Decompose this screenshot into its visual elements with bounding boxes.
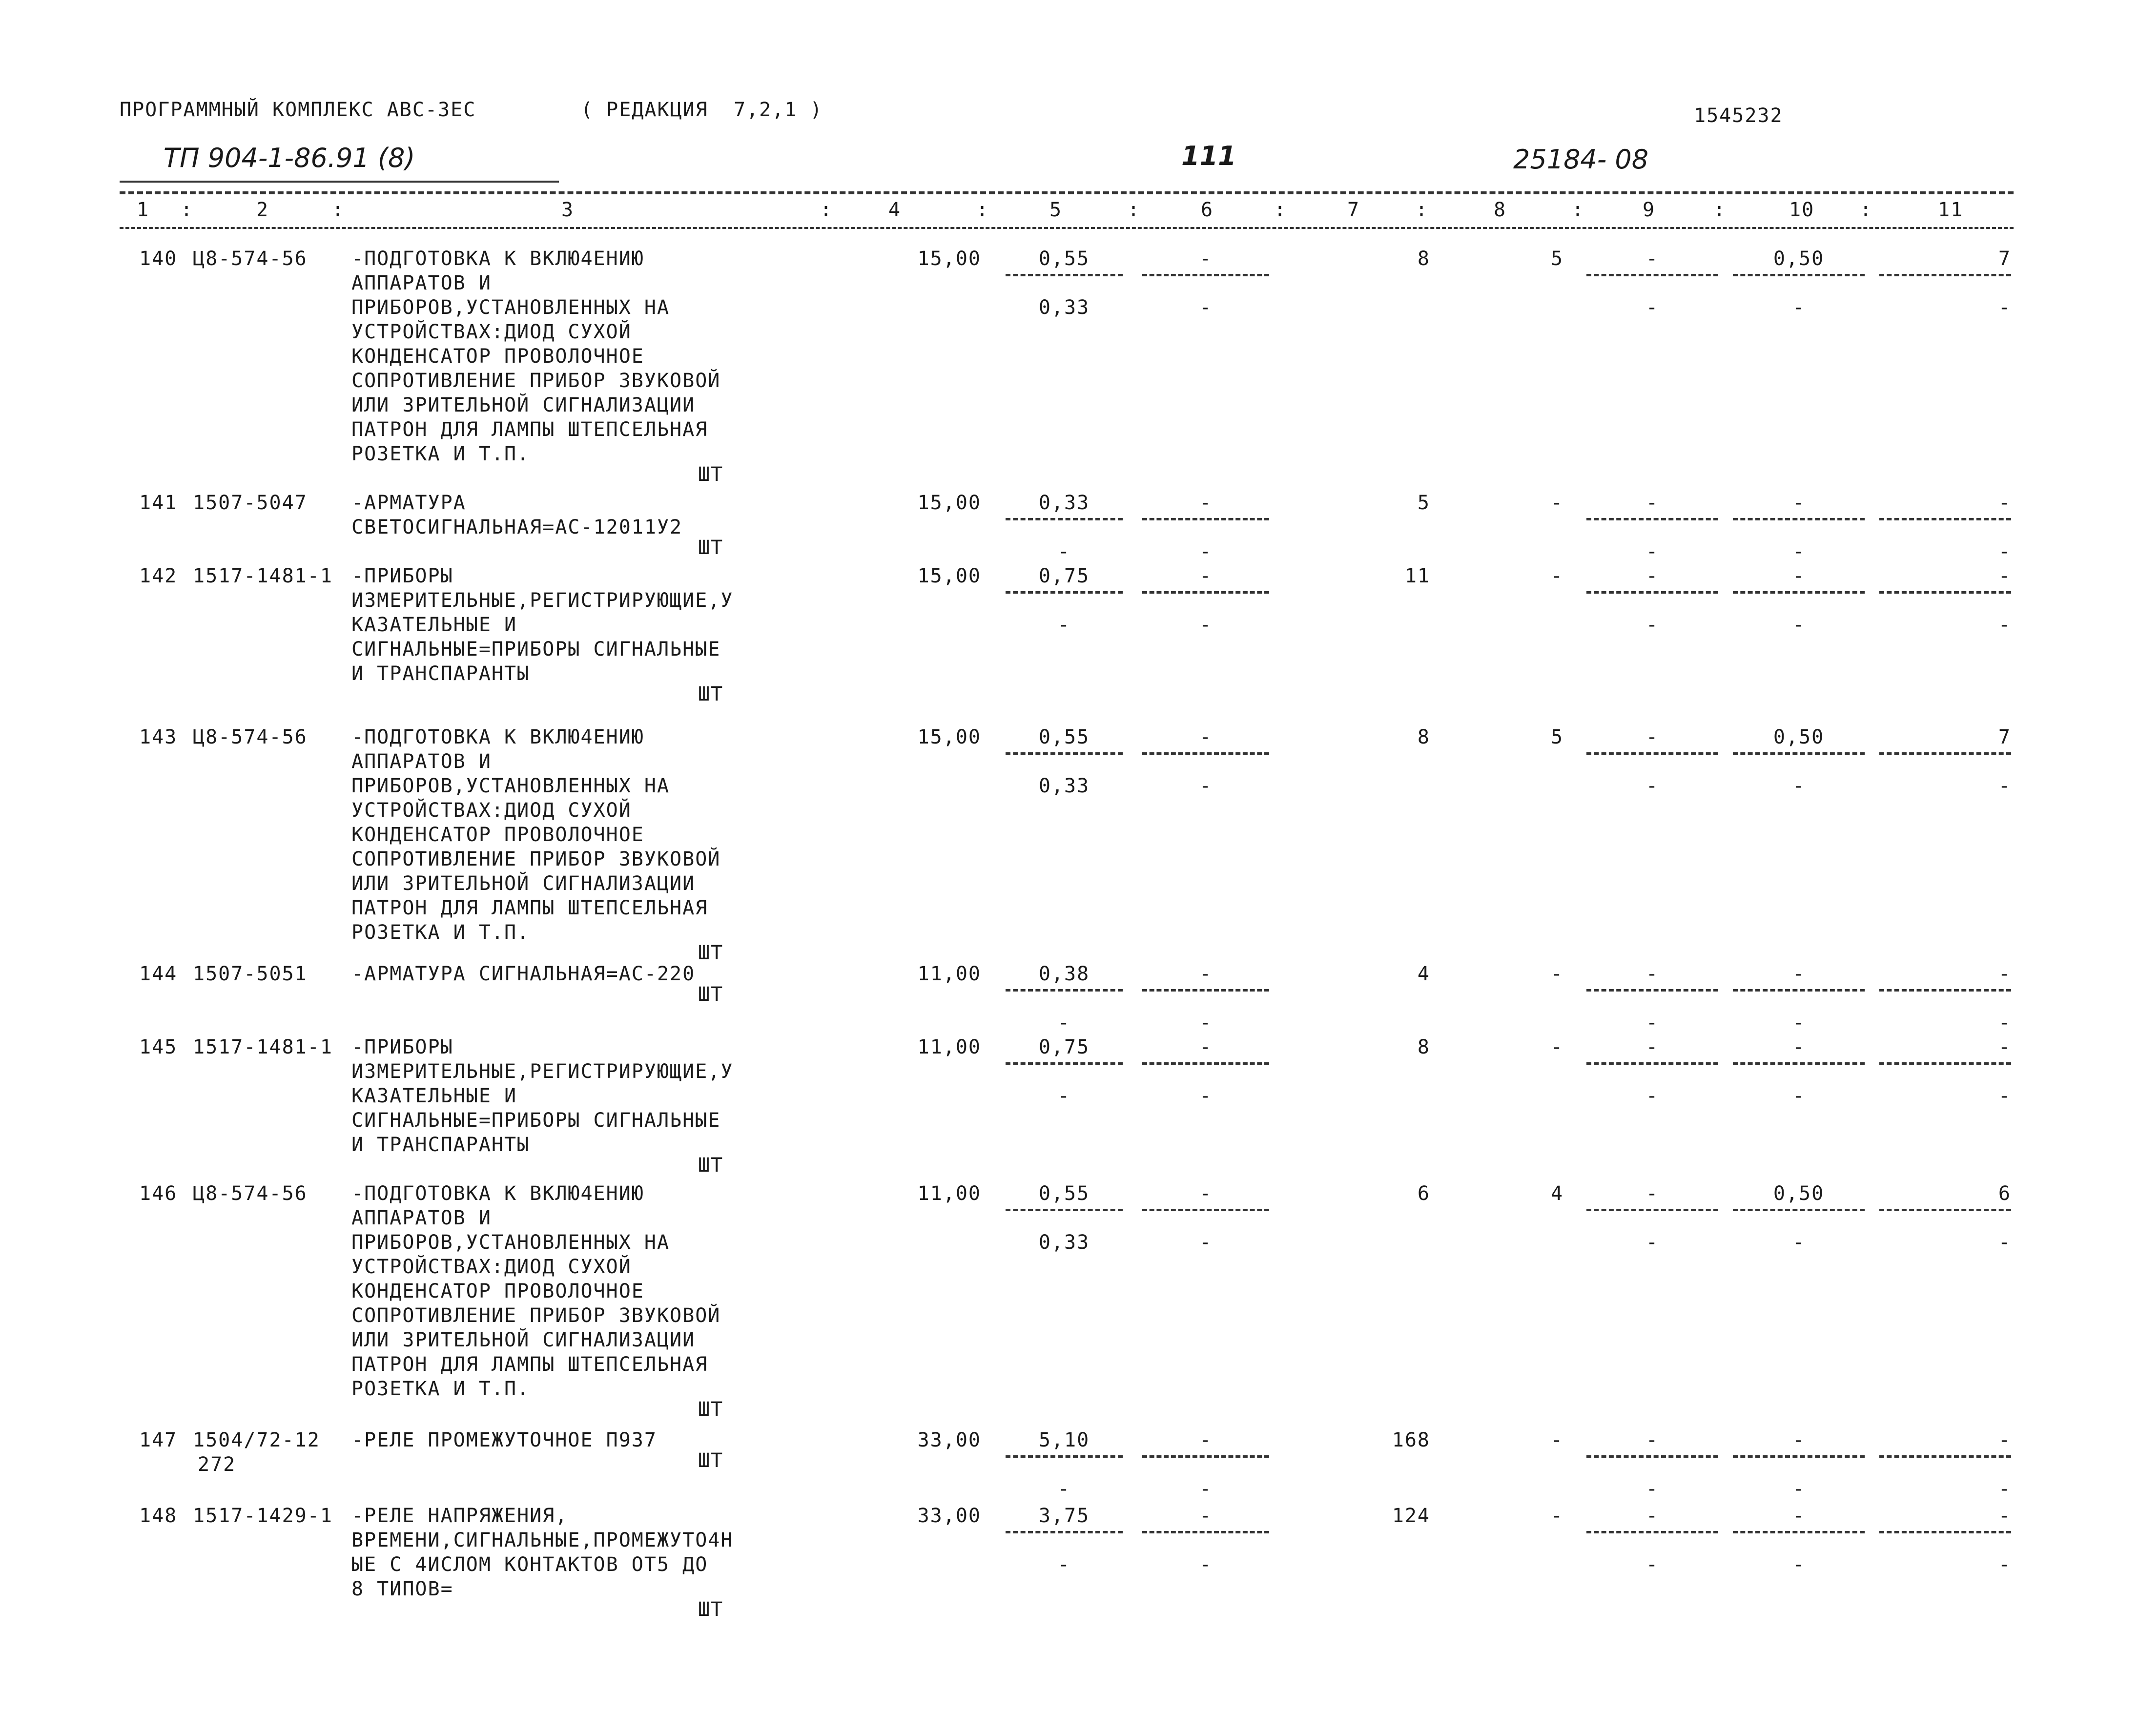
fraction-line	[1006, 1209, 1123, 1211]
fraction-line	[1142, 518, 1269, 520]
col10-lower: -	[1792, 1478, 1806, 1500]
col10-lower: -	[1792, 296, 1806, 319]
fraction-line	[1733, 591, 1865, 594]
col8-value: 5	[1550, 726, 1564, 748]
col10-lower: -	[1792, 775, 1806, 797]
row-number: 141	[139, 492, 178, 514]
col5-lower: -	[1057, 1012, 1071, 1034]
col5-value: 3,75	[1038, 1505, 1090, 1527]
col5-lower: -	[1057, 540, 1071, 563]
col5-value: 0,75	[1038, 565, 1090, 587]
col9-value: -	[1645, 565, 1659, 587]
col6-value: -	[1199, 492, 1213, 514]
col11-value: 7	[1998, 248, 2011, 270]
row-code: 1504/72-12	[193, 1429, 320, 1451]
fraction-line	[1586, 1531, 1718, 1533]
row-number: 146	[139, 1182, 178, 1205]
col5-value: 0,55	[1038, 1182, 1090, 1205]
col5-lower: 0,33	[1038, 775, 1090, 797]
col6-value: -	[1199, 1429, 1213, 1451]
col6-value: -	[1199, 726, 1213, 748]
col10-lower: -	[1792, 1231, 1806, 1254]
col5-value: 0,55	[1038, 726, 1090, 748]
fraction-line	[1586, 752, 1718, 755]
column-separator: :	[1128, 199, 1141, 221]
col10-value: -	[1792, 565, 1806, 587]
fraction-line	[1142, 752, 1269, 755]
fraction-line	[1006, 752, 1123, 755]
col9-value: -	[1645, 963, 1659, 985]
col11-lower: -	[1998, 296, 2011, 319]
row-description: -ПОДГОТОВКА К ВКЛЮ4ЕНИЮ АППАРАТОВ И ПРИБОРОВ,УСТАНОВЛЕННЫХ НА УСТРОЙСТВАХ:ДИОД СУХОЙ КОНДЕНСАТОР ПРОВОЛОЧНОЕ СОПРОТИВЛЕНИЕ ПРИБОР ЗВУКОВОЙ ИЛИ ЗРИТЕЛЬНОЙ СИГНАЛИЗАЦИИ ПАТРОН ДЛЯ ЛАМПЫ ШТЕПСЕЛЬНАЯ РОЗЕТКА И Т.П.	[351, 1182, 721, 1400]
col4-value: 15,00	[917, 726, 981, 748]
col6-value: -	[1199, 1505, 1213, 1527]
col11-value: -	[1998, 1036, 2011, 1058]
fraction-line	[1879, 591, 2011, 594]
col10-value: 0,50	[1773, 1182, 1825, 1205]
col11-value: -	[1998, 492, 2011, 514]
row-unit: ШТ	[698, 983, 724, 1006]
fraction-line	[1879, 1062, 2011, 1065]
fraction-line	[1142, 1531, 1269, 1533]
row-code: 1517-1429-1	[193, 1505, 333, 1527]
col4-value: 11,00	[917, 963, 981, 985]
col10-lower: -	[1792, 1012, 1806, 1034]
fraction-line	[1586, 518, 1718, 520]
column-separator: :	[181, 199, 194, 221]
col4-value: 15,00	[917, 248, 981, 270]
column-header-6: 6	[1201, 199, 1214, 221]
col6-value: -	[1199, 1182, 1213, 1205]
column-header-5: 5	[1049, 199, 1063, 221]
row-number: 148	[139, 1505, 178, 1527]
col8-value: -	[1550, 492, 1564, 514]
fraction-line	[1733, 989, 1865, 992]
row-code: 1517-1481-1	[193, 1036, 333, 1058]
col7-value: 8	[1417, 248, 1430, 270]
project-code: ТП 904-1-86.91 (8)	[164, 143, 415, 173]
col6-lower: -	[1199, 1231, 1213, 1254]
fraction-line	[1142, 1062, 1269, 1065]
col11-lower: -	[1998, 1012, 2011, 1034]
col6-lower: -	[1199, 540, 1213, 563]
col10-value: -	[1792, 1429, 1806, 1451]
fraction-line	[1006, 274, 1123, 276]
fraction-line	[1006, 518, 1123, 520]
fraction-line	[1733, 1209, 1865, 1211]
col5-lower: 0,33	[1038, 1231, 1090, 1254]
row-number: 143	[139, 726, 178, 748]
col10-value: 0,50	[1773, 248, 1825, 270]
col8-value: 4	[1550, 1182, 1564, 1205]
col10-lower: -	[1792, 614, 1806, 636]
row-number: 142	[139, 565, 178, 587]
fraction-line	[1879, 518, 2011, 520]
program-edition: ( РЕДАКЦИЯ 7,2,1 )	[581, 99, 823, 121]
col7-value: 5	[1417, 492, 1430, 514]
row-unit: ШТ	[698, 683, 724, 705]
row-code: Ц8-574-56	[193, 1182, 308, 1205]
col8-value: -	[1550, 1505, 1564, 1527]
col5-value: 0,38	[1038, 963, 1090, 985]
col5-lower: -	[1057, 614, 1071, 636]
col9-value: -	[1645, 1036, 1659, 1058]
fraction-line	[1586, 274, 1718, 276]
col10-value: -	[1792, 1036, 1806, 1058]
row-unit: ШТ	[698, 1598, 724, 1621]
col11-lower: -	[1998, 540, 2011, 563]
col11-lower: -	[1998, 775, 2011, 797]
fraction-line	[1733, 752, 1865, 755]
col9-lower: -	[1645, 540, 1659, 563]
header-rule-bottom	[120, 227, 2014, 229]
col6-lower: -	[1199, 1012, 1213, 1034]
row-description: -РЕЛЕ ПРОМЕЖУТОЧНОЕ П937	[351, 1429, 657, 1451]
column-header-4: 4	[888, 199, 902, 221]
row-code: Ц8-574-56	[193, 248, 308, 270]
col5-lower: -	[1057, 1553, 1071, 1576]
col11-value: -	[1998, 1429, 2011, 1451]
col5-value: 0,55	[1038, 248, 1090, 270]
registration-number: 25184- 08	[1513, 144, 1649, 175]
col8-value: -	[1550, 1429, 1564, 1451]
row-unit: ШТ	[698, 463, 724, 486]
row-description: -АРМАТУРА СИГНАЛЬНАЯ=АС-220	[351, 963, 696, 985]
fraction-line	[1006, 591, 1123, 594]
col5-lower: -	[1057, 1478, 1071, 1500]
col4-value: 33,00	[917, 1505, 981, 1527]
fraction-line	[1142, 1209, 1269, 1211]
fraction-line	[1586, 1209, 1718, 1211]
column-header-3: 3	[561, 199, 575, 221]
col9-lower: -	[1645, 1012, 1659, 1034]
col9-lower: -	[1645, 1231, 1659, 1254]
col11-value: -	[1998, 1505, 2011, 1527]
fraction-line	[1879, 1209, 2011, 1211]
column-header-2: 2	[256, 199, 269, 221]
col4-value: 11,00	[917, 1036, 981, 1058]
fraction-line	[1879, 1531, 2011, 1533]
col11-lower: -	[1998, 1085, 2011, 1107]
col11-value: -	[1998, 963, 2011, 985]
column-header-7: 7	[1347, 199, 1360, 221]
fraction-line	[1006, 1062, 1123, 1065]
col9-lower: -	[1645, 296, 1659, 319]
row-code: Ц8-574-56	[193, 726, 308, 748]
fraction-line	[1142, 591, 1269, 594]
column-separator: :	[820, 199, 833, 221]
fraction-line	[1733, 518, 1865, 520]
fraction-line	[1586, 1062, 1718, 1065]
col4-value: 33,00	[917, 1429, 981, 1451]
fraction-line	[1733, 1531, 1865, 1533]
col6-value: -	[1199, 565, 1213, 587]
row-description: -АРМАТУРА СВЕТОСИГНАЛЬНАЯ=АС-12011У2	[351, 492, 683, 538]
fraction-line	[1879, 989, 2011, 992]
row-description: -РЕЛЕ НАПРЯЖЕНИЯ, ВРЕМЕНИ,СИГНАЛЬНЫЕ,ПРОМЕЖУТО4Н ЫЕ С 4ИСЛОМ КОНТАКТОВ ОТ5 ДО 8 ТИПОВ=	[351, 1505, 734, 1600]
col11-value: -	[1998, 565, 2011, 587]
fraction-line	[1586, 591, 1718, 594]
row-number: 147	[139, 1429, 178, 1451]
col4-value: 15,00	[917, 565, 981, 587]
column-header-8: 8	[1494, 199, 1507, 221]
col5-value: 5,10	[1038, 1429, 1090, 1451]
column-separator: :	[1713, 199, 1727, 221]
col7-value: 124	[1392, 1505, 1430, 1527]
col10-lower: -	[1792, 540, 1806, 563]
fraction-line	[1733, 274, 1865, 276]
col6-lower: -	[1199, 296, 1213, 319]
col9-lower: -	[1645, 1553, 1659, 1576]
col4-value: 11,00	[917, 1182, 981, 1205]
row-description: -ПОДГОТОВКА К ВКЛЮ4ЕНИЮ АППАРАТОВ И ПРИБОРОВ,УСТАНОВЛЕННЫХ НА УСТРОЙСТВАХ:ДИОД СУХОЙ КОНДЕНСАТОР ПРОВОЛОЧНОЕ СОПРОТИВЛЕНИЕ ПРИБОР ЗВУКОВОЙ ИЛИ ЗРИТЕЛЬНОЙ СИГНАЛИЗАЦИИ ПАТРОН ДЛЯ ЛАМПЫ ШТЕПСЕЛЬНАЯ РОЗЕТКА И Т.П.	[351, 248, 721, 465]
column-separator: :	[1416, 199, 1429, 221]
row-code: 1507-5047	[193, 492, 308, 514]
col9-value: -	[1645, 726, 1659, 748]
column-separator: :	[976, 199, 989, 221]
col8-value: -	[1550, 565, 1564, 587]
row-description: -ПРИБОРЫ ИЗМЕРИТЕЛЬНЫЕ,РЕГИСТРИРУЮЩИЕ,У КАЗАТЕЛЬНЫЕ И СИГНАЛЬНЫЕ=ПРИБОРЫ СИГНАЛЬНЫЕ И ТРАНСПАРАНТЫ	[351, 565, 734, 685]
fraction-line	[1142, 989, 1269, 992]
col8-value: -	[1550, 1036, 1564, 1058]
column-header-11: 11	[1938, 199, 1964, 221]
row-description: -ПОДГОТОВКА К ВКЛЮ4ЕНИЮ АППАРАТОВ И ПРИБОРОВ,УСТАНОВЛЕННЫХ НА УСТРОЙСТВАХ:ДИОД СУХОЙ КОНДЕНСАТОР ПРОВОЛОЧНОЕ СОПРОТИВЛЕНИЕ ПРИБОР ЗВУКОВОЙ ИЛИ ЗРИТЕЛЬНОЙ СИГНАЛИЗАЦИИ ПАТРОН ДЛЯ ЛАМПЫ ШТЕПСЕЛЬНАЯ РОЗЕТКА И Т.П.	[351, 726, 721, 944]
col8-value: -	[1550, 963, 1564, 985]
col7-value: 4	[1417, 963, 1430, 985]
col10-lower: -	[1792, 1553, 1806, 1576]
col9-lower: -	[1645, 1085, 1659, 1107]
col6-lower: -	[1199, 1085, 1213, 1107]
col9-lower: -	[1645, 775, 1659, 797]
col11-lower: -	[1998, 614, 2011, 636]
col10-value: 0,50	[1773, 726, 1825, 748]
row-code: 1507-5051	[193, 963, 308, 985]
col6-value: -	[1199, 248, 1213, 270]
column-header-10: 10	[1789, 199, 1815, 221]
col5-lower: -	[1057, 1085, 1071, 1107]
col11-lower: -	[1998, 1231, 2011, 1254]
row-unit: ШТ	[698, 1154, 724, 1177]
fraction-line	[1879, 752, 2011, 755]
fraction-line	[1733, 1062, 1865, 1065]
col11-lower: -	[1998, 1478, 2011, 1500]
col7-value: 8	[1417, 1036, 1430, 1058]
fraction-line	[1006, 989, 1123, 992]
fraction-line	[1142, 1455, 1269, 1458]
col6-value: -	[1199, 963, 1213, 985]
row-code: 1517-1481-1	[193, 565, 333, 587]
fraction-line	[1142, 274, 1269, 276]
project-code-underline	[120, 181, 559, 183]
col6-lower: -	[1199, 1478, 1213, 1500]
col6-lower: -	[1199, 614, 1213, 636]
row-code-continuation: 272	[198, 1453, 236, 1476]
column-separator: :	[1274, 199, 1287, 221]
fraction-line	[1006, 1455, 1123, 1458]
row-number: 140	[139, 248, 178, 270]
column-separator: :	[1860, 199, 1873, 221]
col7-value: 11	[1404, 565, 1430, 587]
header-rule-top	[120, 191, 2014, 194]
col5-value: 0,75	[1038, 1036, 1090, 1058]
fraction-line	[1586, 989, 1718, 992]
column-header-9: 9	[1643, 199, 1656, 221]
row-unit: ШТ	[698, 942, 724, 964]
row-number: 145	[139, 1036, 178, 1058]
col9-value: -	[1645, 492, 1659, 514]
fraction-line	[1879, 1455, 2011, 1458]
col9-value: -	[1645, 1429, 1659, 1451]
row-description: -ПРИБОРЫ ИЗМЕРИТЕЛЬНЫЕ,РЕГИСТРИРУЮЩИЕ,У КАЗАТЕЛЬНЫЕ И СИГНАЛЬНЫЕ=ПРИБОРЫ СИГНАЛЬНЫЕ И ТРАНСПАРАНТЫ	[351, 1036, 734, 1156]
col10-lower: -	[1792, 1085, 1806, 1107]
column-separator: :	[1572, 199, 1585, 221]
col5-lower: 0,33	[1038, 296, 1090, 319]
column-separator: :	[332, 199, 345, 221]
col9-value: -	[1645, 1505, 1659, 1527]
col11-lower: -	[1998, 1553, 2011, 1576]
col6-lower: -	[1199, 775, 1213, 797]
col7-value: 8	[1417, 726, 1430, 748]
sheet-number: 111	[1181, 141, 1236, 171]
fraction-line	[1879, 274, 2011, 276]
col11-value: 7	[1998, 726, 2011, 748]
col7-value: 6	[1417, 1182, 1430, 1205]
col10-value: -	[1792, 492, 1806, 514]
col11-value: 6	[1998, 1182, 2011, 1205]
row-unit: ШТ	[698, 537, 724, 559]
fraction-line	[1586, 1455, 1718, 1458]
document-number: 1545232	[1694, 104, 1783, 127]
col9-value: -	[1645, 1182, 1659, 1205]
fraction-line	[1733, 1455, 1865, 1458]
row-unit: ШТ	[698, 1449, 724, 1472]
fraction-line	[1006, 1531, 1123, 1533]
col10-value: -	[1792, 1505, 1806, 1527]
col7-value: 168	[1392, 1429, 1430, 1451]
col9-lower: -	[1645, 1478, 1659, 1500]
program-title: ПРОГРАММНЫЙ КОМПЛЕКС АВС-ЗЕС	[120, 99, 476, 121]
row-number: 144	[139, 963, 178, 985]
col8-value: 5	[1550, 248, 1564, 270]
col9-value: -	[1645, 248, 1659, 270]
row-unit: ШТ	[698, 1398, 724, 1421]
col10-value: -	[1792, 963, 1806, 985]
col6-lower: -	[1199, 1553, 1213, 1576]
column-header-1: 1	[137, 199, 150, 221]
col6-value: -	[1199, 1036, 1213, 1058]
col4-value: 15,00	[917, 492, 981, 514]
col9-lower: -	[1645, 614, 1659, 636]
col5-value: 0,33	[1038, 492, 1090, 514]
